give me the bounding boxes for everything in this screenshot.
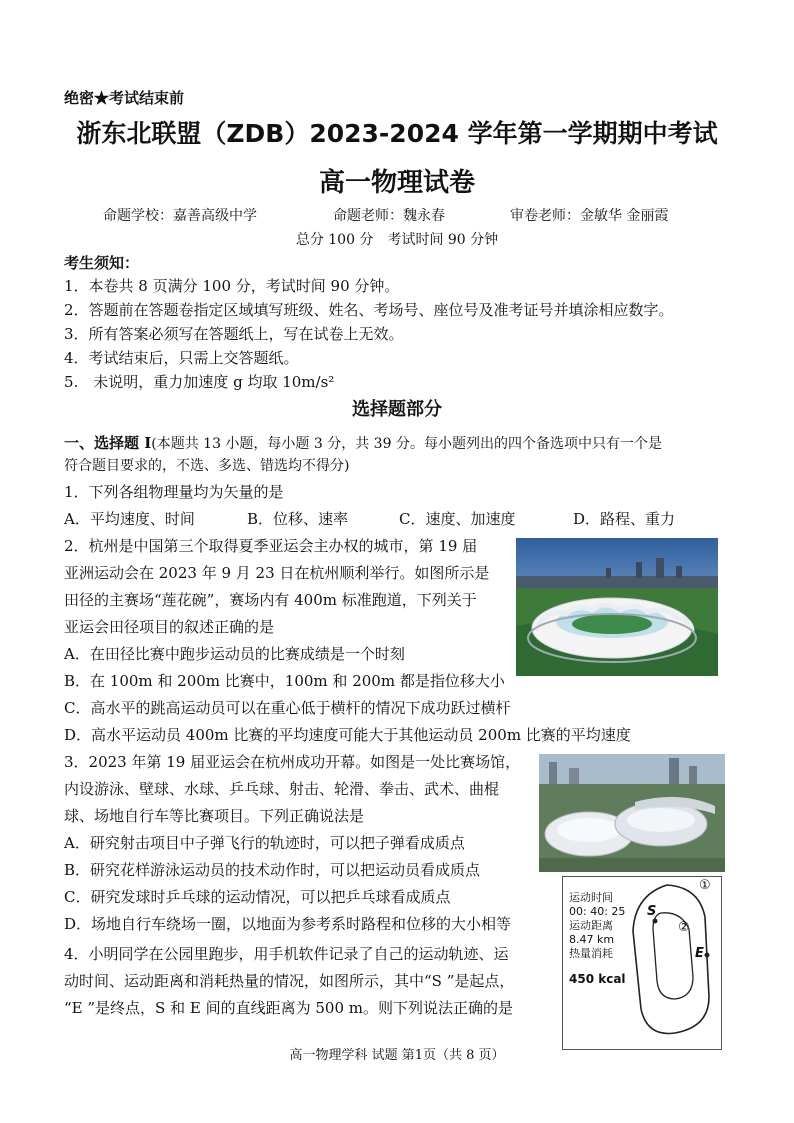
track-time-value: 00: 40: 25	[569, 905, 626, 918]
notice-item: 2．答题前在答题卷指定区域填写班级、姓名、考场号、座位号及准考证号并填涂相应数字。	[64, 301, 674, 319]
reviewer-info: 审卷老师：金敏华 金丽霞	[510, 208, 669, 224]
q1-option-b: B．位移、速率	[247, 510, 349, 528]
exam-subtitle: 高一物理试卷	[318, 168, 475, 198]
q3-stem: 球、场地自行车等比赛项目。下列正确说法是	[64, 807, 365, 825]
q4-stem: 4．小明同学在公园里跑步，用手机软件记录了自己的运动轨迹、运	[64, 945, 509, 963]
q1-option-c: C．速度、加速度	[399, 510, 516, 528]
track-distance-label: 运动距离	[569, 919, 613, 932]
track-distance-value: 8.47 km	[569, 933, 615, 946]
q3-option-b: B．研究花样游泳运动员的技术动作时，可以把运动员看成质点	[64, 861, 481, 879]
venue-photo	[539, 754, 725, 872]
track-heat-value: 450 kcal	[569, 972, 626, 986]
page-footer: 高一物理学科 试题 第1页（共 8 页）	[289, 1048, 505, 1063]
notice-item: 4．考试结束后，只需上交答题纸。	[64, 349, 299, 367]
q2-option-a: A．在田径比赛中跑步运动员的比赛成绩是一个时刻	[64, 645, 405, 663]
track-time-label: 运动时间	[569, 891, 613, 904]
track-start-label: S	[647, 904, 657, 919]
part1-desc: (本题共 13 小题，每小题 3 分，共 39 分。每小题列出的四个备选项中只有一个是	[151, 436, 662, 452]
q2-stem: 2．杭州是中国第三个取得夏季亚运会主办权的城市，第 19 届	[64, 537, 478, 555]
q2-stem: 亚洲运动会在 2023 年 9 月 23 日在杭州顺利举行。如图所示是	[64, 564, 490, 582]
q2-stem: 田径的主赛场“莲花碗”，赛场内有 400m 标准跑道，下列关于	[64, 591, 477, 609]
q2-stem: 亚运会田径项目的叙述正确的是	[64, 618, 275, 636]
secret-label: 绝密★考试结束前	[64, 89, 185, 107]
notice-item: 5. 未说明，重力加速度 g 均取 10m/s²	[64, 373, 335, 391]
part1-desc-cont: 符合题目要求的，不选、多选、错选均不得分)	[64, 458, 350, 474]
q4-stem: “E ”是终点，S 和 E 间的直线距离为 500 m。则下列说法正确的是	[64, 999, 513, 1017]
q3-option-c: C．研究发球时乒乓球的运动情况，可以把乒乓球看成质点	[64, 888, 451, 906]
track-heat-label: 热量消耗	[569, 947, 613, 960]
track-mark-2: ②	[678, 920, 690, 935]
score-time-info: 总分 100 分 考试时间 90 分钟	[295, 232, 499, 248]
exam-title: 浙东北联盟（ZDB）2023-2024 学年第一学期期中考试	[76, 119, 718, 148]
q1-option-a: A．平均速度、时间	[64, 510, 195, 528]
school-info: 命题学校：嘉善高级中学	[103, 208, 257, 224]
part1-heading: 一、选择题 I	[64, 434, 152, 452]
q3-stem: 3．2023 年第 19 届亚运会在杭州成功开幕。如图是一处比赛场馆，	[64, 753, 521, 771]
notice-item: 3．所有答案必须写在答题纸上，写在试卷上无效。	[64, 325, 404, 343]
q1-option-d: D．路程、重力	[573, 510, 676, 528]
q1-stem: 1．下列各组物理量均为矢量的是	[64, 483, 284, 501]
stadium-photo	[516, 538, 718, 676]
q3-option-d: D．场地自行车绕场一圈，以地面为参考系时路程和位移的大小相等	[64, 915, 512, 933]
q3-option-a: A．研究射击项目中子弹飞行的轨迹时，可以把子弹看成质点	[64, 834, 465, 852]
q2-option-b: B．在 100m 和 200m 比赛中，100m 和 200m 都是指位移大小	[64, 672, 505, 690]
track-mark-1: ①	[699, 878, 711, 893]
q3-stem: 内设游泳、壁球、水球、乒乓球、射击、轮滑、拳击、武术、曲棍	[64, 780, 500, 798]
track-end-label: E	[695, 946, 704, 961]
q2-option-c: C．高水平的跳高运动员可以在重心低于横杆的情况下成功跃过横杆	[64, 699, 511, 717]
setter-info: 命题老师：魏永春	[333, 208, 445, 224]
part1-heading-line	[64, 432, 662, 455]
q2-option-d: D．高水平运动员 400m 比赛的平均速度可能大于其他运动员 200m 比赛的平均速度	[64, 726, 631, 744]
running-track-figure	[562, 876, 722, 1050]
notice-item: 1．本卷共 8 页满分 100 分，考试时间 90 分钟。	[64, 277, 400, 295]
section-title: 选择题部分	[352, 399, 442, 420]
notice-heading: 考生须知：	[64, 254, 140, 272]
q4-stem: 动时间、运动距离和消耗热量的情况，如图所示，其中“S ”是起点，	[64, 972, 515, 990]
